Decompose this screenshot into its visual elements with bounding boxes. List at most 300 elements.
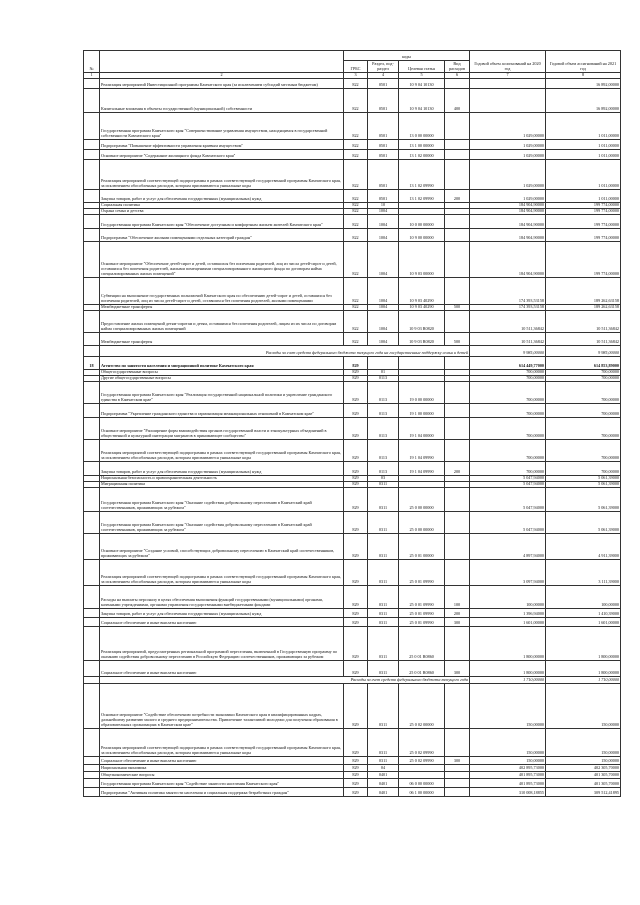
amount-2020-cell: 1 029,00000 bbox=[470, 112, 546, 139]
target-article-cell: 06 1 00 00000 bbox=[399, 787, 445, 796]
note-text: Расходы за счет средств федерального бюджета текущего года на государственные поддержку семьи и детей bbox=[100, 345, 470, 356]
row-name-cell: Социальное обеспечение и иные выплаты населению bbox=[100, 617, 344, 626]
amount-2020-cell: 1 029,00000 bbox=[470, 159, 546, 189]
target-article-cell: 19 1 04 09990 bbox=[399, 461, 445, 475]
amount-2021-cell: 199 774,00000 bbox=[546, 208, 621, 214]
grbs-cell: 822 bbox=[344, 139, 368, 149]
expense-type-cell bbox=[445, 149, 470, 159]
row-name-cell: Государственная программа Камчатского края "Обеспечение доступным и комфортным жильем жителей Камчатского края" bbox=[100, 214, 344, 228]
table-row bbox=[84, 475, 621, 481]
table-row bbox=[84, 617, 621, 626]
grbs-cell: 829 bbox=[344, 487, 368, 511]
amount-2021-cell: 401 305,70000 bbox=[546, 771, 621, 778]
table-row bbox=[84, 660, 621, 676]
row-name-cell: Государственная программа Камчатского края "Оказание содействия добровольному переселению в Камчатский край соотечественников, проживающих за рубежом" bbox=[100, 487, 344, 511]
expense-type-cell: 500 bbox=[445, 304, 470, 310]
expense-type-cell bbox=[445, 112, 470, 139]
expense-type-cell: 300 bbox=[445, 756, 470, 764]
row-number-cell bbox=[84, 78, 100, 88]
target-article-cell: 25 0 02 09990 bbox=[399, 728, 445, 756]
table-row bbox=[84, 139, 621, 149]
table-row bbox=[84, 277, 621, 304]
table-row bbox=[84, 241, 621, 277]
amount-2020-cell: 700,00000 bbox=[470, 417, 546, 439]
grbs-cell: 822 bbox=[344, 310, 368, 332]
amount-2021-cell: 309 512,41895 bbox=[546, 787, 621, 796]
row-number-cell bbox=[84, 533, 100, 559]
amount-2020-cell: 5 047,94000 bbox=[470, 475, 546, 481]
section-cell: 1004 bbox=[368, 304, 399, 310]
col-section-header: Раздел, под-раздел bbox=[368, 61, 399, 73]
row-name-cell: Национальная экономика bbox=[100, 764, 344, 771]
row-name-cell: Охрана семьи и детства bbox=[100, 208, 344, 214]
row-name-cell: Субвенции на выполнение государственных полномочий Камчатского края по обеспечению детей-сирот и детей, оставшихся без попечения родителей, лиц из числа детей-сирот и детей, оставшихся без попечения родителей, жилыми помещениями bbox=[100, 277, 344, 304]
target-article-cell: 13 1 02 09990 bbox=[399, 159, 445, 189]
note-spacer-cell bbox=[84, 676, 100, 683]
row-number-cell bbox=[84, 381, 100, 403]
expense-type-cell: 300 bbox=[445, 660, 470, 676]
grbs-cell: 829 bbox=[344, 787, 368, 796]
grbs-cell: 822 bbox=[344, 88, 368, 112]
grbs-cell: 829 bbox=[344, 764, 368, 771]
section-cell: 0311 bbox=[368, 660, 399, 676]
amount-2020-cell: 100,00000 bbox=[470, 585, 546, 608]
section-cell: 0501 bbox=[368, 139, 399, 149]
grbs-cell: 829 bbox=[344, 511, 368, 533]
target-article-cell: 25 0 01 09990 bbox=[399, 585, 445, 608]
table-row bbox=[84, 461, 621, 475]
section-cell: 0113 bbox=[368, 439, 399, 461]
target-article-cell: 25 0 00 00000 bbox=[399, 511, 445, 533]
amount-2021-cell: 199 774,00000 bbox=[546, 214, 621, 228]
col-2020-header: Годовой объем ассигнований на 2020 год bbox=[470, 51, 546, 73]
row-name-cell: Государственная программа Камчатского края "Содействие занятости населения Камчатского края" bbox=[100, 778, 344, 787]
row-name-cell: Основное мероприятие "Содержание жилищного фонда Камчатского края" bbox=[100, 149, 344, 159]
amount-2021-cell: 614 853,89000 bbox=[546, 356, 621, 369]
grbs-cell: 829 bbox=[344, 533, 368, 559]
amount-2021-cell: 199 774,00000 bbox=[546, 228, 621, 241]
amount-2021-cell: 1 710,00000 bbox=[546, 676, 621, 683]
table-row bbox=[84, 778, 621, 787]
row-number-cell bbox=[84, 585, 100, 608]
amount-2021-cell: 16 892,00000 bbox=[546, 78, 621, 88]
expense-type-cell bbox=[445, 787, 470, 796]
amount-2021-cell: 700,00000 bbox=[546, 461, 621, 475]
row-number-cell bbox=[84, 112, 100, 139]
amount-2021-cell: 402 305,70000 bbox=[546, 764, 621, 771]
amount-2020-cell: 5 047,94000 bbox=[470, 511, 546, 533]
row-name-cell: Реализация мероприятий соответствующей подпрограммы в рамках соответствующей государственной программы Камчатского края, за исключением обособленных расходов, которым присваиваются уникальные коды bbox=[100, 439, 344, 461]
table-row bbox=[84, 787, 621, 796]
column-index-cell: 7 bbox=[470, 73, 546, 79]
section-cell: 04 bbox=[368, 764, 399, 771]
row-number-cell bbox=[84, 241, 100, 277]
row-number-cell bbox=[84, 277, 100, 304]
row-number-cell bbox=[84, 756, 100, 764]
row-name-cell: Социальная политика bbox=[100, 202, 344, 208]
expense-type-cell: 500 bbox=[445, 332, 470, 345]
table-row bbox=[84, 417, 621, 439]
section-cell: 03 bbox=[368, 475, 399, 481]
section-cell: 0311 bbox=[368, 487, 399, 511]
target-article-cell: 13 1 02 00000 bbox=[399, 149, 445, 159]
amount-2020-cell: 1 029,00000 bbox=[470, 139, 546, 149]
row-name-cell: Основное мероприятие "Обеспечение детей-сирот и детей, оставшихся без попечения родителей, лиц из числа детей-сирот и детей, оставшихся без попечения родителей, жилыми помещениями специализированного жилищного фонда по договорам найма специализированных жилых помещений" bbox=[100, 241, 344, 277]
col-target-header: Целевая статья bbox=[399, 61, 445, 73]
target-article-cell bbox=[399, 764, 445, 771]
table-row bbox=[84, 112, 621, 139]
amount-2021-cell: 150,00000 bbox=[546, 728, 621, 756]
row-name-cell: Общеэкономические вопросы bbox=[100, 771, 344, 778]
row-name-cell: Реализация мероприятий соответствующей подпрограммы в рамках соответствующей государственной программы Камчатского края, за исключением обособленных расходов, которым присваиваются уникальные коды bbox=[100, 728, 344, 756]
row-number-cell bbox=[84, 159, 100, 189]
amount-2021-cell: 1 800,00000 bbox=[546, 660, 621, 676]
column-index-cell: 5 bbox=[399, 73, 445, 79]
grbs-cell: 829 bbox=[344, 417, 368, 439]
amount-2020-cell: 1 029,00000 bbox=[470, 149, 546, 159]
note-spacer-cell bbox=[84, 345, 100, 356]
amount-2021-cell: 4 911,39000 bbox=[546, 533, 621, 559]
col-grbs-header: ГРБС bbox=[344, 61, 368, 73]
target-article-cell: 25 0 02 09990 bbox=[399, 756, 445, 764]
grbs-cell: 829 bbox=[344, 481, 368, 487]
expense-type-cell bbox=[445, 159, 470, 189]
section-cell: 0311 bbox=[368, 608, 399, 617]
budget-table-body bbox=[84, 78, 621, 796]
amount-2021-cell: 700,00000 bbox=[546, 417, 621, 439]
amount-2021-cell: 100,00000 bbox=[546, 585, 621, 608]
amount-2020-cell: 174 393,53158 bbox=[470, 277, 546, 304]
expense-type-cell bbox=[445, 764, 470, 771]
column-index-cell: 1 bbox=[84, 73, 100, 79]
section-cell: 0501 bbox=[368, 88, 399, 112]
grbs-cell: 829 bbox=[344, 439, 368, 461]
row-name-cell: Реализация мероприятий соответствующей подпрограммы в рамках соответствующей государственной программы Камчатского края, за исключением обособленных расходов, которым присваиваются уникальные коды bbox=[100, 559, 344, 585]
row-number-cell bbox=[84, 149, 100, 159]
section-cell: 0501 bbox=[368, 78, 399, 88]
grbs-cell: 822 bbox=[344, 241, 368, 277]
target-article-cell: 13 1 00 00000 bbox=[399, 139, 445, 149]
expense-type-cell bbox=[445, 241, 470, 277]
target-article-cell: 10 9 04 10130 bbox=[399, 88, 445, 112]
row-number-cell bbox=[84, 439, 100, 461]
row-number-cell bbox=[84, 88, 100, 112]
row-name-cell: Закупка товаров, работ и услуг для обеспечения государственных (муниципальных) нужд bbox=[100, 189, 344, 202]
amount-2021-cell: 3 111,39000 bbox=[546, 559, 621, 585]
row-number-cell bbox=[84, 332, 100, 345]
table-row bbox=[84, 381, 621, 403]
amount-2020-cell: 1 710,00000 bbox=[470, 676, 546, 683]
amount-2021-cell: 199 774,00000 bbox=[546, 202, 621, 208]
amount-2021-cell: 5 061,39000 bbox=[546, 475, 621, 481]
target-article-cell: 25 0 01 00000 bbox=[399, 533, 445, 559]
amount-2020-cell: 184 904,90000 bbox=[470, 214, 546, 228]
row-number-cell bbox=[84, 189, 100, 202]
column-index-cell: 6 bbox=[445, 73, 470, 79]
section-cell: 0401 bbox=[368, 787, 399, 796]
row-name-cell: Подпрограмма "Повышение эффективности управления краевым имуществом" bbox=[100, 139, 344, 149]
amount-2020-cell: 1 396,94000 bbox=[470, 608, 546, 617]
grbs-cell: 822 bbox=[344, 332, 368, 345]
expense-type-cell: 400 bbox=[445, 88, 470, 112]
amount-2021-cell: 401 305,70000 bbox=[546, 778, 621, 787]
column-index-cell: 2 bbox=[100, 73, 344, 79]
table-row bbox=[84, 728, 621, 756]
amount-2020-cell: 1 029,00000 bbox=[470, 189, 546, 202]
codes-group-header: коды bbox=[344, 51, 470, 61]
amount-2020-cell: 150,00000 bbox=[470, 683, 546, 728]
expense-type-cell bbox=[445, 139, 470, 149]
expense-type-cell bbox=[445, 439, 470, 461]
grbs-cell: 822 bbox=[344, 149, 368, 159]
col-2021-header: Годовой объем ассигнований на 2021 год bbox=[546, 51, 621, 73]
grbs-cell: 829 bbox=[344, 608, 368, 617]
table-row bbox=[84, 439, 621, 461]
target-article-cell: 10 9 04 10130 bbox=[399, 78, 445, 88]
section-cell: 0311 bbox=[368, 617, 399, 626]
amount-2020-cell: 5 047,94000 bbox=[470, 487, 546, 511]
target-article-cell: 25 0 00 00000 bbox=[399, 487, 445, 511]
amount-2020-cell: 4 897,94000 bbox=[470, 533, 546, 559]
expense-type-cell bbox=[445, 487, 470, 511]
table-row bbox=[84, 487, 621, 511]
amount-2020-cell: 1 800,00000 bbox=[470, 660, 546, 676]
grbs-cell: 829 bbox=[344, 728, 368, 756]
grbs-cell: 829 bbox=[344, 778, 368, 787]
row-name-cell: Социальное обеспечение и иные выплаты населению bbox=[100, 660, 344, 676]
expense-type-cell: 300 bbox=[445, 617, 470, 626]
amount-2021-cell: 5 061,39000 bbox=[546, 481, 621, 487]
amount-2020-cell bbox=[470, 88, 546, 112]
amount-2020-cell: 402 895,73000 bbox=[470, 764, 546, 771]
section-cell: 1004 bbox=[368, 241, 399, 277]
note-text: Расходы за счет средств федерального бюджета текущего года bbox=[100, 676, 470, 683]
amount-2021-cell: 1 011,00000 bbox=[546, 112, 621, 139]
table-row bbox=[84, 533, 621, 559]
row-name-cell: Расходы на выплаты персоналу в целях обеспечения выполнения функций государственными (муниципальными) органами, казенными учреждениями, органами управления государственными внебюджетными фондами bbox=[100, 585, 344, 608]
col-name-header bbox=[100, 51, 344, 73]
table-row bbox=[84, 375, 621, 381]
target-article-cell: 10 0 00 00000 bbox=[399, 214, 445, 228]
expense-type-cell bbox=[445, 533, 470, 559]
row-number-cell bbox=[84, 728, 100, 756]
section-cell: 0311 bbox=[368, 728, 399, 756]
section-cell: 0113 bbox=[368, 403, 399, 417]
amount-2020-cell: 10 511,36842 bbox=[470, 332, 546, 345]
section-cell: 0401 bbox=[368, 778, 399, 787]
amount-2021-cell: 150,00000 bbox=[546, 683, 621, 728]
section-cell: 0311 bbox=[368, 756, 399, 764]
expense-type-cell bbox=[445, 403, 470, 417]
target-article-cell: 10 9 03 00000 bbox=[399, 241, 445, 277]
section-cell: 1004 bbox=[368, 310, 399, 332]
grbs-cell: 829 bbox=[344, 461, 368, 475]
section-cell: 01 bbox=[368, 369, 399, 375]
row-name-cell: Подпрограмма "Активная политика занятости населения и социальная поддержка безработных граждан" bbox=[100, 787, 344, 796]
amount-2020-cell: 150,00000 bbox=[470, 728, 546, 756]
grbs-cell: 829 bbox=[344, 756, 368, 764]
target-article-cell: 10 9 03 40290 bbox=[399, 304, 445, 310]
expense-type-cell bbox=[445, 356, 470, 369]
grbs-cell: 822 bbox=[344, 228, 368, 241]
grbs-cell: 829 bbox=[344, 626, 368, 660]
grbs-cell: 822 bbox=[344, 277, 368, 304]
target-article-cell: 13 0 00 00000 bbox=[399, 112, 445, 139]
amount-2021-cell: 199 774,00000 bbox=[546, 241, 621, 277]
amount-2020-cell: 184 904,90000 bbox=[470, 228, 546, 241]
section-cell bbox=[368, 356, 399, 369]
amount-2020-cell: 3 097,94000 bbox=[470, 559, 546, 585]
row-name-cell: Другие общегосударственные вопросы bbox=[100, 375, 344, 381]
federal-note-row bbox=[84, 676, 621, 683]
row-name-cell: Подпрограмма "Укрепление гражданского единства и гармонизация межнациональных отношений в Камчатском крае" bbox=[100, 403, 344, 417]
target-article-cell: 25 0 01 09990 bbox=[399, 559, 445, 585]
grbs-cell: 822 bbox=[344, 78, 368, 88]
section-cell: 0113 bbox=[368, 375, 399, 381]
row-name-cell: Основное мероприятие "Расширение форм взаимодействия органов государственной власти и этнокультурных объединений в общественной и культурной интеграции мигрантов в принимающее сообщество" bbox=[100, 417, 344, 439]
grbs-cell: 829 bbox=[344, 369, 368, 375]
amount-2020-cell: 310 008,18855 bbox=[470, 787, 546, 796]
grbs-cell: 829 bbox=[344, 660, 368, 676]
row-name-cell: Закупка товаров, работ и услуг для обеспечения государственных (муниципальных) нужд bbox=[100, 461, 344, 475]
row-number-cell bbox=[84, 660, 100, 676]
table-row bbox=[84, 228, 621, 241]
expense-type-cell: 200 bbox=[445, 608, 470, 617]
expense-type-cell: 200 bbox=[445, 461, 470, 475]
table-row bbox=[84, 159, 621, 189]
row-number-cell bbox=[84, 461, 100, 475]
federal-note-row bbox=[84, 345, 621, 356]
expense-type-cell bbox=[445, 559, 470, 585]
expense-type-cell bbox=[445, 683, 470, 728]
expense-type-cell bbox=[445, 417, 470, 439]
grbs-cell: 829 bbox=[344, 475, 368, 481]
row-number-cell bbox=[84, 764, 100, 771]
amount-2020-cell: 700,00000 bbox=[470, 369, 546, 375]
grbs-cell: 829 bbox=[344, 559, 368, 585]
grbs-cell: 822 bbox=[344, 159, 368, 189]
budget-table bbox=[83, 50, 621, 797]
row-number-cell bbox=[84, 417, 100, 439]
grbs-cell: 829 bbox=[344, 683, 368, 728]
amount-2020-cell: 700,00000 bbox=[470, 381, 546, 403]
amount-2020-cell: 9 985,00000 bbox=[470, 345, 546, 356]
row-name-cell: Межбюджетные трансферты bbox=[100, 304, 344, 310]
table-row bbox=[84, 559, 621, 585]
amount-2021-cell: 1 800,00000 bbox=[546, 626, 621, 660]
grbs-cell: 829 bbox=[344, 403, 368, 417]
amount-2020-cell: 401 895,73000 bbox=[470, 771, 546, 778]
grbs-cell: 829 bbox=[344, 381, 368, 403]
section-cell: 0113 bbox=[368, 381, 399, 403]
expense-type-cell: 200 bbox=[445, 189, 470, 202]
row-number-cell bbox=[84, 771, 100, 778]
grbs-cell: 822 bbox=[344, 202, 368, 208]
row-number-cell bbox=[84, 139, 100, 149]
row-number-cell bbox=[84, 626, 100, 660]
grbs-cell: 822 bbox=[344, 112, 368, 139]
table-row bbox=[84, 332, 621, 345]
section-cell: 0311 bbox=[368, 585, 399, 608]
grbs-cell: 829 bbox=[344, 585, 368, 608]
expense-type-cell bbox=[445, 228, 470, 241]
grbs-cell: 829 bbox=[344, 617, 368, 626]
grbs-cell: 829 bbox=[344, 771, 368, 778]
row-name-cell: Миграционная политика bbox=[100, 481, 344, 487]
amount-2020-cell: 184 904,90000 bbox=[470, 208, 546, 214]
amount-2021-cell: 5 061,39000 bbox=[546, 487, 621, 511]
amount-2020-cell: 700,00000 bbox=[470, 403, 546, 417]
target-article-cell bbox=[399, 771, 445, 778]
row-name-cell: Основное мероприятие "Содействие обеспечению потребности экономики Камчатского края в квалифицированных кадрах, дальнейшему развитию малого и среднего предпринимательства. Привлечение талантливой молодежи для получения образования в образовательных организациях в Камчатском крае" bbox=[100, 683, 344, 728]
target-article-cell: 19 1 04 00000 bbox=[399, 417, 445, 439]
amount-2021-cell: 1 011,00000 bbox=[546, 189, 621, 202]
table-row bbox=[84, 214, 621, 228]
target-article-cell: 25 0 01 R0860 bbox=[399, 626, 445, 660]
table-row bbox=[84, 78, 621, 88]
section-cell: 0311 bbox=[368, 533, 399, 559]
amount-2021-cell: 700,00000 bbox=[546, 403, 621, 417]
table-row bbox=[84, 403, 621, 417]
section-cell: 0113 bbox=[368, 417, 399, 439]
section-cell: 0311 bbox=[368, 481, 399, 487]
target-article-cell: 10 9 03 R0820 bbox=[399, 310, 445, 332]
target-article-cell: 19 0 00 00000 bbox=[399, 381, 445, 403]
amount-2021-cell: 189 262,63158 bbox=[546, 277, 621, 304]
expense-type-cell bbox=[445, 310, 470, 332]
target-article-cell: 10 9 03 R0820 bbox=[399, 332, 445, 345]
table-row bbox=[84, 608, 621, 617]
section-cell: 1004 bbox=[368, 228, 399, 241]
target-article-cell: 25 0 02 00000 bbox=[399, 683, 445, 728]
amount-2020-cell: 401 895,73000 bbox=[470, 778, 546, 787]
section-cell: 0501 bbox=[368, 159, 399, 189]
table-row bbox=[84, 626, 621, 660]
section-cell: 1004 bbox=[368, 214, 399, 228]
section-cell: 0501 bbox=[368, 189, 399, 202]
budget-document-sheet bbox=[83, 50, 620, 797]
row-name-cell: Реализация мероприятий, предусмотренных региональной программой переселения, включенной в Государственную программу по оказанию содействия добровольному переселению в Российскую Федерацию соотечественников, проживающих за рубежом bbox=[100, 626, 344, 660]
row-name-cell: Национальная безопасность и правоохранительная деятельность bbox=[100, 475, 344, 481]
amount-2021-cell: 1 011,00000 bbox=[546, 139, 621, 149]
amount-2021-cell: 1 011,00000 bbox=[546, 149, 621, 159]
table-row bbox=[84, 683, 621, 728]
row-number-cell bbox=[84, 310, 100, 332]
amount-2020-cell: 614 449,77000 bbox=[470, 356, 546, 369]
amount-2020-cell: 1 800,00000 bbox=[470, 626, 546, 660]
row-number-cell bbox=[84, 683, 100, 728]
row-name-cell: Реализация мероприятий Инвестиционной программы Камчатского края (за исключением субсидий местным бюджетам) bbox=[100, 78, 344, 88]
section-cell: 0113 bbox=[368, 461, 399, 475]
amount-2021-cell: 1 410,39000 bbox=[546, 608, 621, 617]
row-name-cell: Общегосударственные вопросы bbox=[100, 369, 344, 375]
row-number-cell bbox=[84, 403, 100, 417]
row-name-cell: Основное мероприятие "Создание условий, способствующих добровольному переселению в Камчатский край соотечественников, проживающих за рубежом" bbox=[100, 533, 344, 559]
expense-type-cell bbox=[445, 778, 470, 787]
row-number-cell bbox=[84, 778, 100, 787]
table-row bbox=[84, 149, 621, 159]
expense-type-cell bbox=[445, 277, 470, 304]
target-article-cell: 25 0 01 09990 bbox=[399, 608, 445, 617]
row-number-cell bbox=[84, 608, 100, 617]
amount-2021-cell: 10 511,36842 bbox=[546, 310, 621, 332]
table-row bbox=[84, 189, 621, 202]
amount-2020-cell: 5 047,94000 bbox=[470, 481, 546, 487]
expense-type-cell bbox=[445, 626, 470, 660]
row-name-cell: Государственная программа Камчатского края "Оказание содействия добровольному переселению в Камчатский край соотечественников, проживающих за рубежом" bbox=[100, 511, 344, 533]
table-row bbox=[84, 310, 621, 332]
table-row bbox=[84, 585, 621, 608]
